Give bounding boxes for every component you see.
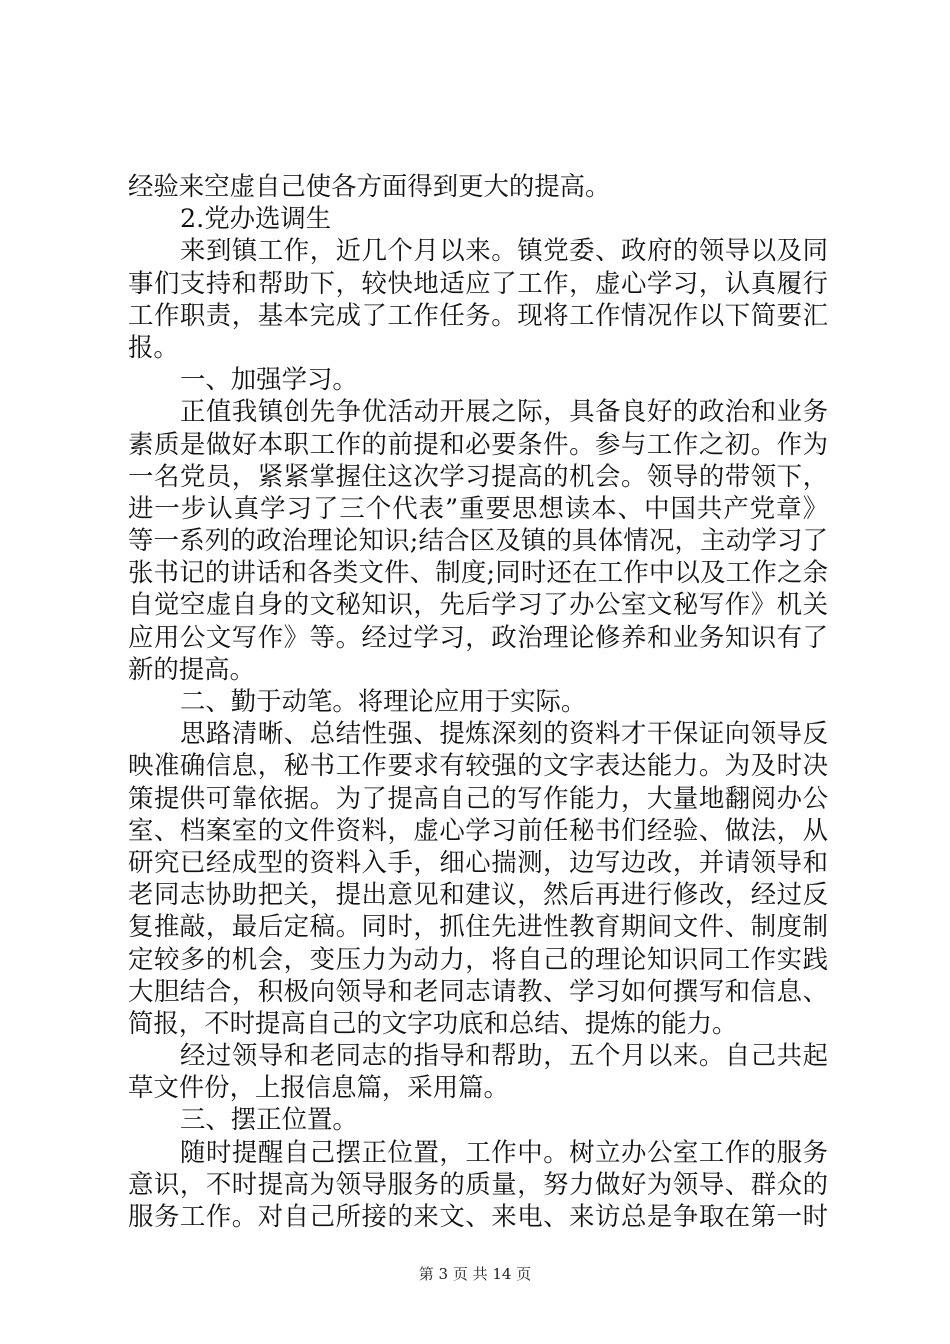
text-line: 张书记的讲话和各类文件、制度;同时还在工作中以及工作之余 <box>128 557 828 588</box>
text-line: 工作职责，基本完成了工作任务。现将工作情况作以下简要汇 <box>128 299 828 330</box>
text-line: 来到镇工作，近几个月以来。镇党委、政府的领导以及同 <box>180 235 828 266</box>
section-heading: 一、加强学习。 <box>180 364 358 395</box>
section-heading: 2.党办选调生 <box>180 203 332 234</box>
text-line: 映准确信息，秘书工作要求有较强的文字表达能力。为及时决 <box>128 750 828 781</box>
text-line: 室、档案室的文件资料，虚心学习前任秘书们经验、做法，从 <box>128 814 828 845</box>
text-line: 经过领导和老同志的指导和帮助，五个月以来。自己共起 <box>180 1040 828 1071</box>
text-line: 新的提高。 <box>128 653 255 684</box>
text-line: 研究已经成型的资料入手，细心揣测，边写边改，并请领导和 <box>128 846 828 877</box>
text-line: 定较多的机会，变压力为动力，将自己的理论知识同工作实践 <box>128 943 828 974</box>
text-line: 随时提醒自己摆正位置，工作中。树立办公室工作的服务 <box>180 1136 828 1167</box>
text-line: 策提供可靠依据。为了提高自己的写作能力，大量地翻阅办公 <box>128 782 828 813</box>
text-line: 老同志协助把关，提出意见和建议，然后再进行修改，经过反 <box>128 879 828 910</box>
text-line: 事们支持和帮助下，较快地适应了工作，虚心学习，认真履行 <box>128 267 828 298</box>
page-number-footer: 第 3 页 共 14 页 <box>418 1265 532 1283</box>
text-line: 经验来空虚自己使各方面得到更大的提高。 <box>128 171 611 201</box>
text-line: 正值我镇创先争优活动开展之际，具备良好的政治和业务 <box>180 396 828 427</box>
text-line: 自觉空虚自身的文秘知识，先后学习了办公室文秘写作》机关 <box>128 589 828 620</box>
text-line: 进一步认真学习了三个代表”重要思想读本、中国共产党章》 <box>128 492 828 523</box>
text-line: 简报，不时提高自己的文字功底和总结、提炼的能力。 <box>128 1007 738 1038</box>
text-line: 草文件份，上报信息篇，采用篇。 <box>128 1072 509 1103</box>
text-line: 素质是做好本职工作的前提和必要条件。参与工作之初。作为 <box>128 428 828 459</box>
section-heading: 三、摆正位置。 <box>180 1104 358 1135</box>
text-line: 大胆结合，积极向领导和老同志请教、学习如何撰写和信息、 <box>128 975 828 1006</box>
document-body <box>128 170 828 1232</box>
text-line: 报。 <box>128 331 179 362</box>
section-heading: 二、勤于动笔。将理论应用于实际。 <box>180 686 587 716</box>
text-line: 等一系列的政治理论知识;结合区及镇的具体情况，主动学习了 <box>128 525 828 556</box>
text-line: 一名党员，紧紧掌握住这次学习提高的机会。领导的带领下， <box>128 460 828 491</box>
text-line: 意识，不时提高为领导服务的质量，努力做好为领导、群众的 <box>128 1168 828 1199</box>
text-line: 应用公文写作》等。经过学习，政治理论修养和业务知识有了 <box>128 621 828 652</box>
text-line: 服务工作。对自己所接的来文、来电、来访总是争取在第一时 <box>128 1201 828 1231</box>
text-line: 思路清晰、总结性强、提炼深刻的资料才干保证向领导反 <box>180 718 828 749</box>
text-line: 复推敲，最后定稿。同时，抓住先进性教育期间文件、制度制 <box>128 911 828 942</box>
